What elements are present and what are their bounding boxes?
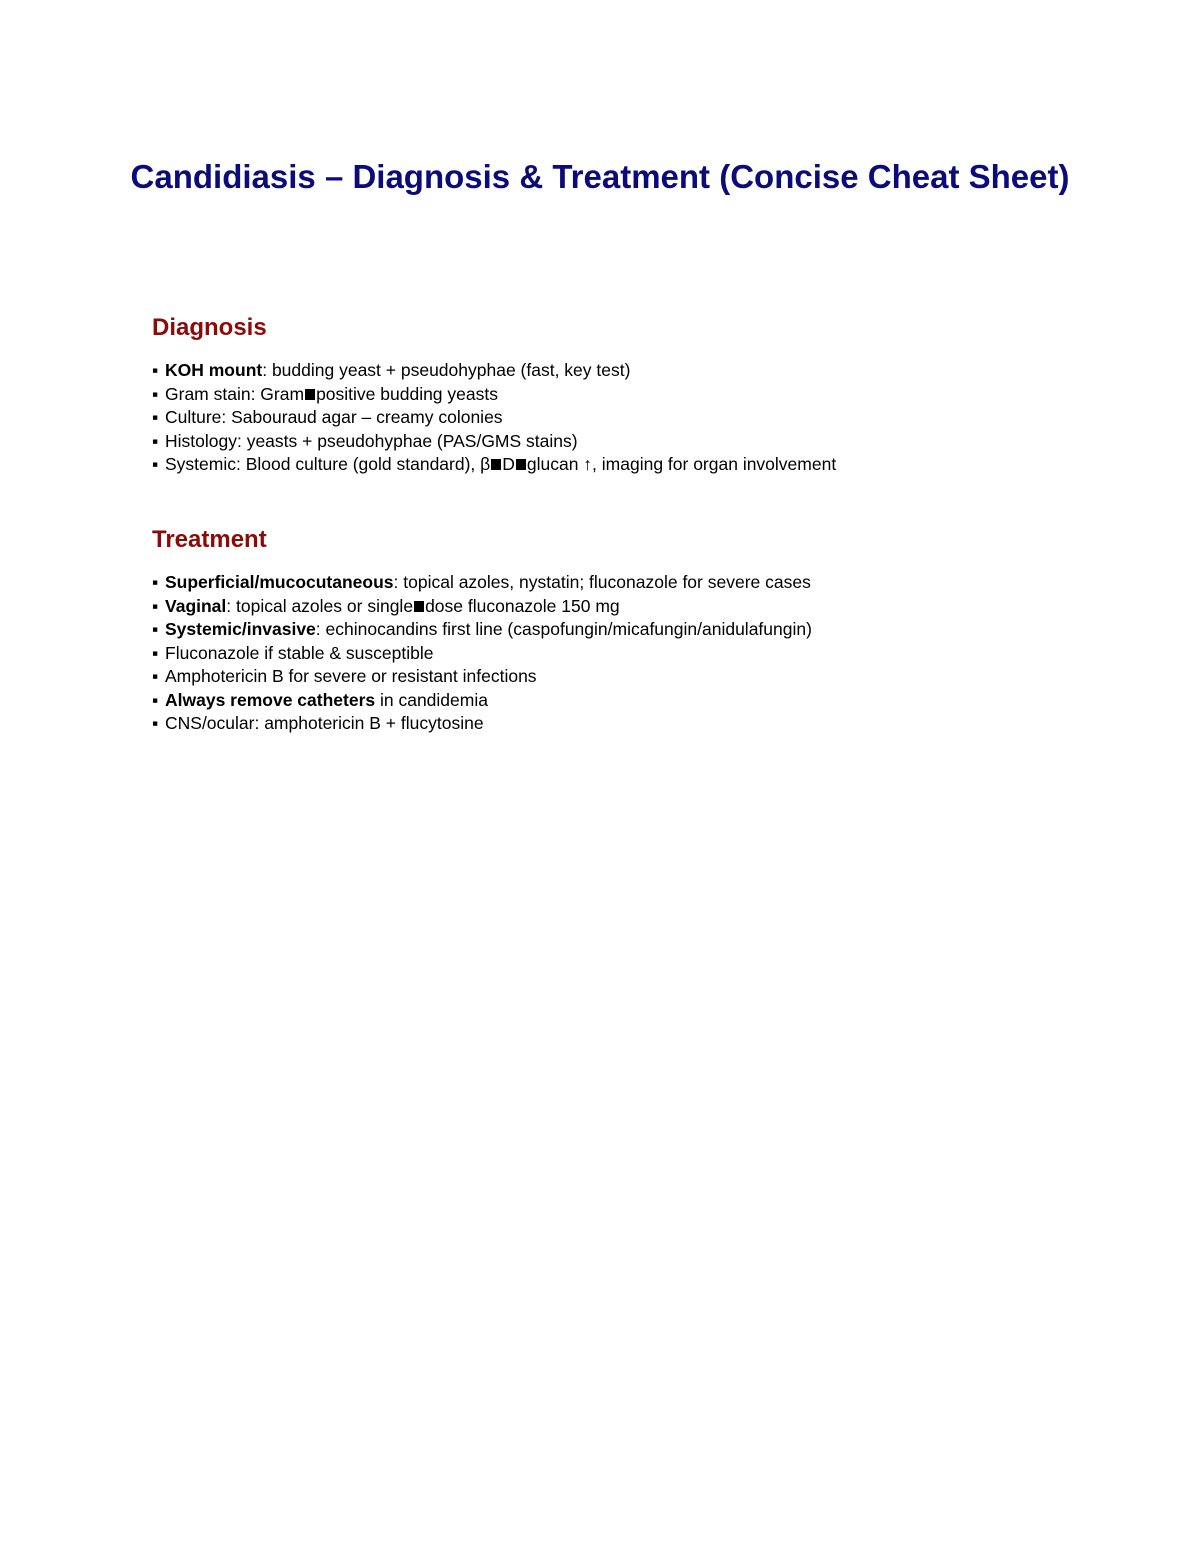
item-bold-label: Systemic/invasive xyxy=(165,619,316,639)
bullet-icon: ▪ xyxy=(152,572,159,592)
bullet-icon: ▪ xyxy=(152,689,159,710)
bullet-icon: ▪ xyxy=(152,713,159,733)
item-text: CNS/ocular: amphotericin B + flucytosine xyxy=(165,713,484,733)
bullet-icon: ▪ xyxy=(152,407,159,427)
item-text xyxy=(165,384,498,404)
item-text: Fluconazole if stable & susceptible xyxy=(165,642,434,663)
section-heading-diagnosis: Diagnosis xyxy=(152,314,267,341)
bullet-icon: ▪ xyxy=(152,619,159,639)
item-text: : topical azoles, nystatin; fluconazole for severe cases xyxy=(393,572,811,592)
item-text-segment: Systemic: Blood culture (gold standard), β xyxy=(165,454,491,474)
list-item xyxy=(152,712,812,736)
list-item xyxy=(152,642,812,666)
list-item xyxy=(152,406,836,430)
item-text-segment: : topical azoles or single xyxy=(226,595,414,616)
bullet-icon: ▪ xyxy=(152,383,159,404)
list-item xyxy=(152,571,812,595)
item-text xyxy=(226,596,619,616)
list-item xyxy=(152,430,836,454)
item-text-segment: D xyxy=(502,454,515,474)
list-item xyxy=(152,618,812,642)
list-item xyxy=(152,595,812,619)
list-item xyxy=(152,665,812,689)
bullet-icon: ▪ xyxy=(152,642,159,663)
item-bold-label: KOH mount xyxy=(165,360,263,380)
item-text: Culture: Sabouraud agar – creamy colonies xyxy=(165,407,503,427)
bullet-icon: ▪ xyxy=(152,360,159,380)
item-text: : budding yeast + pseudohyphae (fast, key test) xyxy=(262,360,631,380)
treatment-list xyxy=(152,571,812,736)
item-text: : echinocandins first line (caspofungin/micafungin/anidulafungin) xyxy=(315,619,812,639)
item-text-segment: dose fluconazole 150 mg xyxy=(425,595,620,616)
item-text-segment: positive budding yeasts xyxy=(316,383,498,404)
item-text: Histology: yeasts + pseudohyphae (PAS/GMS stains) xyxy=(165,430,578,451)
bullet-icon: ▪ xyxy=(152,666,159,686)
item-text: in candidemia xyxy=(375,689,488,710)
list-item xyxy=(152,453,836,477)
missing-glyph-box xyxy=(491,459,501,470)
item-text xyxy=(165,454,836,474)
missing-glyph-box xyxy=(516,459,526,470)
bullet-icon: ▪ xyxy=(152,595,159,616)
missing-glyph-box xyxy=(414,601,424,612)
item-text-segment: glucan ↑, imaging for organ involvement xyxy=(526,454,837,474)
list-item xyxy=(152,359,836,383)
page-title: Candidiasis – Diagnosis & Treatment (Concise Cheat Sheet) xyxy=(130,158,1070,195)
diagnosis-list xyxy=(152,359,836,477)
list-item xyxy=(152,689,812,713)
bullet-icon: ▪ xyxy=(152,454,159,474)
item-bold-label: Vaginal xyxy=(165,595,227,616)
item-text-segment: Gram stain: Gram xyxy=(165,383,305,404)
item-bold-label: Always remove catheters xyxy=(165,689,376,710)
list-item xyxy=(152,383,836,407)
item-bold-label: Superficial/mucocutaneous xyxy=(165,572,394,592)
section-heading-treatment: Treatment xyxy=(152,526,267,553)
missing-glyph-box xyxy=(305,389,315,400)
bullet-icon: ▪ xyxy=(152,430,159,451)
item-text: Amphotericin B for severe or resistant infections xyxy=(165,666,537,686)
